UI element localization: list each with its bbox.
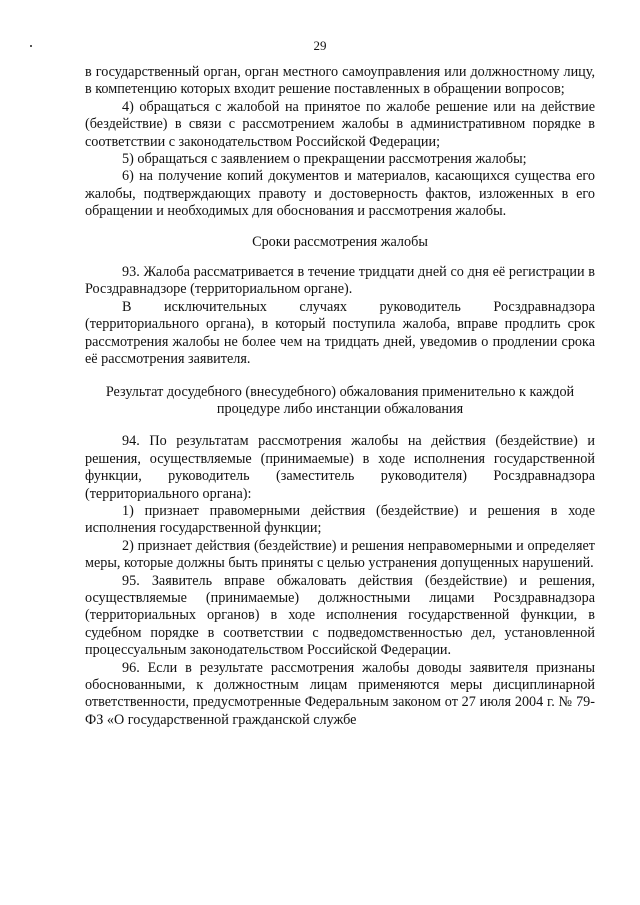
paragraph-94-item-1: 1) признает правомерными действия (бездействие) и решения в ходе исполнения государственной функции; [85, 502, 595, 537]
paragraph-93: 93. Жалоба рассматривается в течение тридцати дней со дня её регистрации в Росздравнадзоре (территориальном органе). [85, 264, 595, 298]
paragraph-continuation: в государственный орган, орган местного самоуправления или должностному лицу, в компетенцию которых входит решение поставленных в обращении вопросов; [85, 64, 595, 98]
section-heading-terms: Сроки рассмотрения жалобы [252, 233, 428, 250]
page-number: 29 [313, 38, 327, 53]
section-heading-result: Результат досудебного (внесудебного) обжалования применительно к каждой процедуре либо инстанции обжалования [105, 383, 575, 417]
paragraph-93-exception: В исключительных случаях руководитель Росздравнадзора (территориального органа), в который поступила жалоба, вправе продлить срок рассмотрения жалобы не более чем на тридцать дней, уведомив о продлении срока её рассмотрения заявителя. [85, 298, 595, 368]
paragraph-96: 96. Если в результате рассмотрения жалобы доводы заявителя признаны обоснованными, к должностным лицам применяются меры дисциплинарной ответственности, предусмотренные Федеральным законом от 27 июля 2004 г. № 79-ФЗ «О государственной гражданской службе [85, 659, 595, 728]
paragraph-item-4: 4) обращаться с жалобой на принятое по жалобе решение или на действие (бездействие) в связи с рассмотрением жалобы в административном порядке в соответствии с законодательством Российской Федерации; [85, 98, 595, 150]
paragraph-94-item-2: 2) признает действия (бездействие) и решения неправомерными и определяет меры, которые должны быть приняты с целью устранения допущенных нарушений. [85, 537, 595, 572]
paragraph-94: 94. По результатам рассмотрения жалобы на действия (бездействие) и решения, осуществляемые (принимаемые) в ходе исполнения государственной функции, руководитель (заместитель руководителя) Росздравнадзора (территориального органа): [85, 433, 595, 502]
paragraph-item-5: 5) обращаться с заявлением о прекращении рассмотрения жалобы; [122, 151, 527, 168]
paragraph-95: 95. Заявитель вправе обжаловать действия (бездействие) и решения, осуществляемые (принимаемые) должностными лицами Росздравнадзора (территориальных органов) в ходе исполнения государственной функции, в судебном порядке в соответствии с подведомственностью дел, установленной процессуальным законодательством Российской Федерации. [85, 572, 595, 659]
document-body [85, 64, 595, 729]
paragraph-item-6: 6) на получение копий документов и материалов, касающихся существа его жалобы, подтверждающих правоту и достоверность фактов, изложенных в его обращении и необходимых для обоснования и рассмотрения жалобы. [85, 168, 595, 220]
